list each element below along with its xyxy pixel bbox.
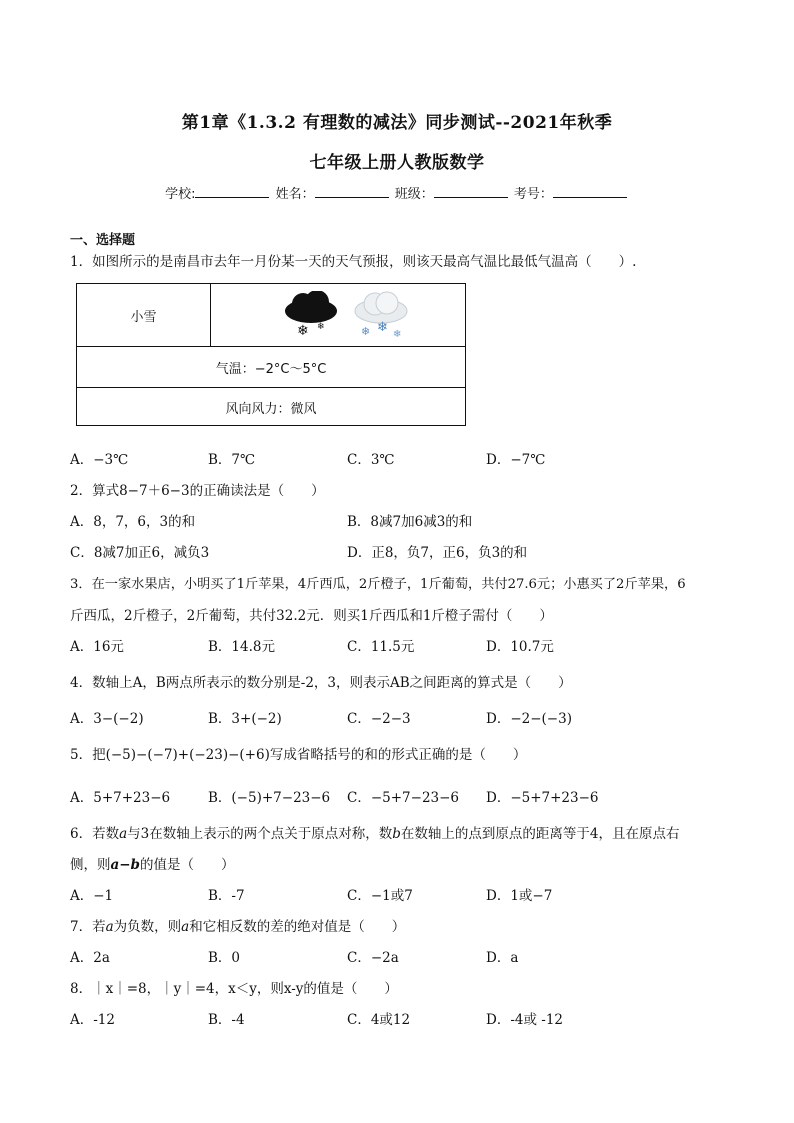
wind-text: 风向风力：微风 [225,401,317,417]
student-info-row [0,183,794,202]
option-7c[interactable]: C．−2a [347,950,399,966]
question-7-stem: 7．若a为负数，则a和它相反数的差的绝对值是（ ） [70,919,406,935]
option-4c[interactable]: C．−2−3 [347,711,411,727]
option-8c[interactable]: C．4或12 [347,1012,411,1028]
school-blank [195,183,269,198]
temperature-text: 气温：−2°C～5°C [215,361,327,377]
option-8b[interactable]: B．-4 [208,1012,245,1028]
school-label: 学校: [165,187,196,202]
option-3b[interactable]: B．14.8元 [208,639,275,655]
exam-title-line2: 七年级上册人教版数学 [309,153,485,173]
question-1-stem: 1．如图所示的是南昌市去年一月份某一天的天气预报，则该天最高气温比最低气温高（ ）. [70,254,637,270]
exam-title-line1: 第1章《1.3.2 有理数的减法》同步测试--2021年秋季 [181,113,613,133]
question-3-stem-line2: 斤西瓜，2斤橙子，2斤葡萄，共付32.2元．则买1斤西瓜和1斤橙子需付（ ） [70,608,553,624]
svg-text:❄: ❄ [361,325,371,338]
option-2d[interactable]: D．正8，负7，正6，负3的和 [347,545,528,561]
svg-text:❄: ❄ [377,320,388,335]
option-1c[interactable]: C．3℃ [347,452,395,468]
weather-icons-cell [211,284,465,347]
option-8d[interactable]: D．-4或 -12 [486,1012,564,1028]
weather-forecast-table [76,283,466,426]
option-6c[interactable]: C．−1或7 [347,888,413,904]
question-6-stem-line1: 6．若数a与3在数轴上表示的两个点关于原点对称，数b在数轴上的点到原点的距离等于4，且在原点右 [70,826,680,842]
wind-row [77,388,465,426]
snow-cloud-dark-icon [279,291,343,341]
option-4d[interactable]: D．−2−(−3) [486,711,572,727]
question-3-stem-line1: 3．在一家水果店，小明买了1斤苹果，4斤西瓜，2斤橙子，1斤葡萄，共付27.6元；小惠买了2斤苹果，6 [70,577,686,592]
name-label: 姓名： [275,187,315,202]
option-2a[interactable]: A．8，7，6，3的和 [70,514,196,530]
option-2b[interactable]: B．8减7加6减3的和 [347,514,473,530]
option-3d[interactable]: D．10.7元 [486,639,554,655]
class-blank [434,183,508,198]
exam-number-label: 考号： [513,187,553,202]
option-4b[interactable]: B．3+(−2) [208,711,282,727]
class-label: 班级： [394,187,434,202]
option-2c[interactable]: C．8减7加正6，减负3 [70,545,210,561]
question-2-stem: 2．算式8−7＋6−3的正确读法是（ ） [70,483,325,499]
option-6a[interactable]: A．−1 [70,888,114,904]
weather-row [77,284,465,347]
option-5b[interactable]: B．(−5)+7−23−6 [208,790,331,806]
option-5a[interactable]: A．5+7+23−6 [70,790,171,806]
question-6-stem-line2: 侧，则a−b的值是（ ） [70,857,235,873]
svg-text:❄: ❄ [317,322,325,332]
option-7a[interactable]: A．2a [70,950,110,966]
option-6b[interactable]: B．-7 [208,888,245,904]
question-4-stem: 4．数轴上A，B两点所表示的数分别是-2，3，则表示AB之间距离的算式是（ ） [70,675,572,691]
snow-cloud-light-icon [349,291,413,341]
option-5d[interactable]: D．−5+7+23−6 [486,790,599,806]
option-7b[interactable]: B．0 [208,950,241,966]
question-8-stem: 8．｜x｜=8，｜y｜=4，x＜y，则x-y的值是（ ） [70,981,398,997]
svg-text:❄: ❄ [393,329,402,340]
name-blank [315,183,389,198]
option-3a[interactable]: A．16元 [70,639,124,655]
option-7d[interactable]: D．a [486,950,519,966]
option-6d[interactable]: D．1或−7 [486,888,553,904]
svg-text:❄: ❄ [297,323,309,339]
exam-number-blank [553,183,627,198]
section-title: 一、选择题 [70,233,136,248]
question-5-stem: 5．把(−5)−(−7)+(−23)−(+6)写成省略括号的和的形式正确的是（ ） [70,747,527,763]
temperature-row [77,347,465,388]
option-8a[interactable]: A．-12 [70,1012,115,1028]
option-1a[interactable]: A．−3℃ [70,452,129,468]
weather-label: 小雪 [77,284,211,347]
option-3c[interactable]: C．11.5元 [347,639,415,655]
option-1d[interactable]: D．−7℃ [486,452,546,468]
option-4a[interactable]: A．3−(−2) [70,711,144,727]
option-1b[interactable]: B．7℃ [208,452,256,468]
option-5c[interactable]: C．−5+7−23−6 [347,790,460,806]
